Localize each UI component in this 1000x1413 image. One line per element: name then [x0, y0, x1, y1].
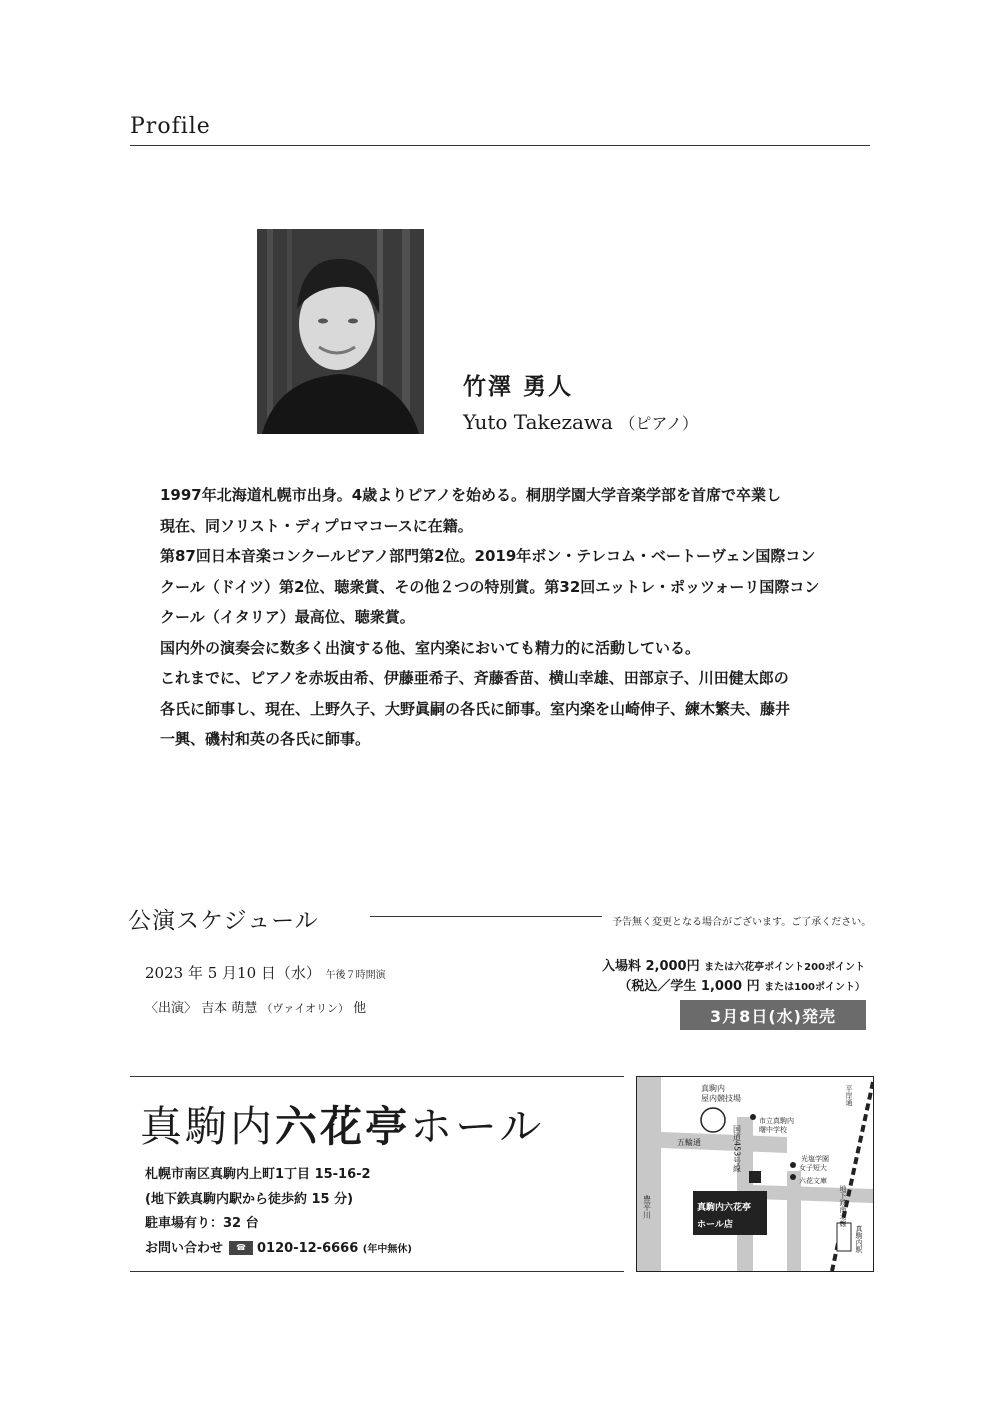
- artist-instrument: （ピアノ）: [619, 414, 699, 433]
- map-label-school: 市立真駒内: [759, 1117, 794, 1125]
- concert-time: 午後７時開演: [325, 970, 386, 981]
- map-label-river: 豊平川: [642, 1195, 652, 1219]
- venue-info: [145, 1163, 412, 1262]
- bio-line: 一興、磯村和英の各氏に師事。: [160, 730, 371, 748]
- contact-phone: 0120-12-6666: [257, 1240, 359, 1256]
- schedule-divider: [370, 916, 602, 917]
- venue-logo-part: ホール: [410, 1102, 545, 1151]
- price-student-note: または100ポイント）: [764, 982, 865, 993]
- artist-name-jp: 竹澤 勇人: [463, 374, 574, 400]
- map-label-rink: 真駒内: [701, 1084, 725, 1093]
- map-label-subway: 地下鉄南北線: [839, 1185, 847, 1227]
- price-main: [602, 955, 865, 974]
- section-title: Profile: [130, 114, 211, 139]
- section-divider: [130, 145, 870, 146]
- concert-date: [145, 962, 386, 983]
- concert-date-text: 2023 年 5 月10 日（水）: [145, 964, 321, 982]
- map-label-station: 真駒内駅: [855, 1225, 863, 1253]
- venue-logo: [140, 1094, 544, 1154]
- portrait-icon: [257, 229, 424, 434]
- access-map: [636, 1076, 874, 1272]
- venue-contact: [145, 1237, 412, 1263]
- map-label-college2: 女子短大: [799, 1164, 827, 1172]
- venue-parking: 駐車場有り：32 台: [145, 1216, 259, 1231]
- map-label-bunko: 六花文庫: [799, 1177, 827, 1185]
- price-main-note: または六花亭ポイント200ポイント: [704, 962, 865, 973]
- map-label-rail-top: 平岸通: [845, 1085, 853, 1106]
- map-label-hall: 真駒内六花亭: [697, 1203, 752, 1213]
- cast-instrument: （ヴァイオリン）: [261, 1002, 349, 1015]
- venue-access: (地下鉄真駒内駅から徒歩約 15 分): [145, 1191, 354, 1207]
- bio-line: 1997年北海道札幌市出身。4歳よりピアノを始める。桐朋学園大学音楽学部を首席で卒業し: [160, 486, 781, 504]
- bio-line: 各氏に師事し、現在、上野久子、大野眞嗣の各氏に師事。室内楽を山崎伸子、練木繁夫、藤井: [160, 699, 791, 718]
- map-drawing: [637, 1077, 873, 1271]
- cast-name: 〈出演〉 吉本 萌慧: [145, 1001, 258, 1016]
- schedule-notice: 予告無く変更となる場合がございます。ご了承ください。: [612, 917, 872, 928]
- price-student-text: （税込／学生 1,000 円: [618, 979, 760, 994]
- schedule-title: 公演スケジュール: [128, 908, 319, 934]
- venue-divider-bottom: [130, 1271, 624, 1272]
- price-main-text: 入場料 2,000円: [601, 959, 700, 974]
- artist-name-en-text: Yuto Takezawa: [463, 410, 613, 434]
- venue-logo-part: 六花亭: [275, 1102, 411, 1151]
- price-student: [618, 975, 865, 994]
- cast-other: 他: [353, 1001, 367, 1016]
- free-dial-icon: ☎: [229, 1241, 253, 1255]
- portrait-photo: [257, 229, 424, 434]
- bio-line: クール（イタリア）最高位、聴衆賞。: [160, 608, 415, 626]
- bio-line: これまでに、ピアノを赤坂由希、伊藤亜希子、斉藤香苗、横山幸雄、田部京子、川田健太郎の: [160, 669, 789, 687]
- contact-label: お問い合わせ: [145, 1240, 224, 1256]
- concert-cast: [145, 997, 366, 1016]
- map-label-rink2: 屋内競技場: [701, 1094, 741, 1103]
- contact-phone-note: (年中無休): [362, 1243, 412, 1255]
- map-label-hall2: ホール店: [697, 1220, 733, 1230]
- map-label-road: 五輪通: [677, 1138, 701, 1147]
- bio-line: 現在、同ソリスト・ディプロマコースに在籍。: [160, 516, 473, 535]
- bio-line: 国内外の演奏会に数多く出演する他、室内楽においても精力的に活動している。: [160, 638, 701, 657]
- venue-address: 札幌市南区真駒内上町1丁目 15-16-2: [145, 1167, 371, 1182]
- venue-divider-top: [130, 1076, 624, 1077]
- map-label-route: 国道453号線: [732, 1125, 742, 1173]
- map-label-college: 光塩学園: [801, 1155, 829, 1163]
- sale-date-badge: 3月8日(水)発売: [680, 1000, 866, 1030]
- bio-line: 第87回日本音楽コンクールピアノ部門第2位。2019年ボン・テレコム・ベートーヴェン国際コン: [160, 547, 816, 565]
- map-label-school2: 曙中学校: [759, 1126, 787, 1134]
- biography: [160, 480, 860, 755]
- venue-logo-part: 真駒内: [140, 1102, 276, 1151]
- bio-line: クール（ドイツ）第2位、聴衆賞、その他２つの特別賞。第32回エットレ・ポッツォーリ国際コン: [160, 577, 820, 596]
- artist-name-en: [463, 410, 698, 434]
